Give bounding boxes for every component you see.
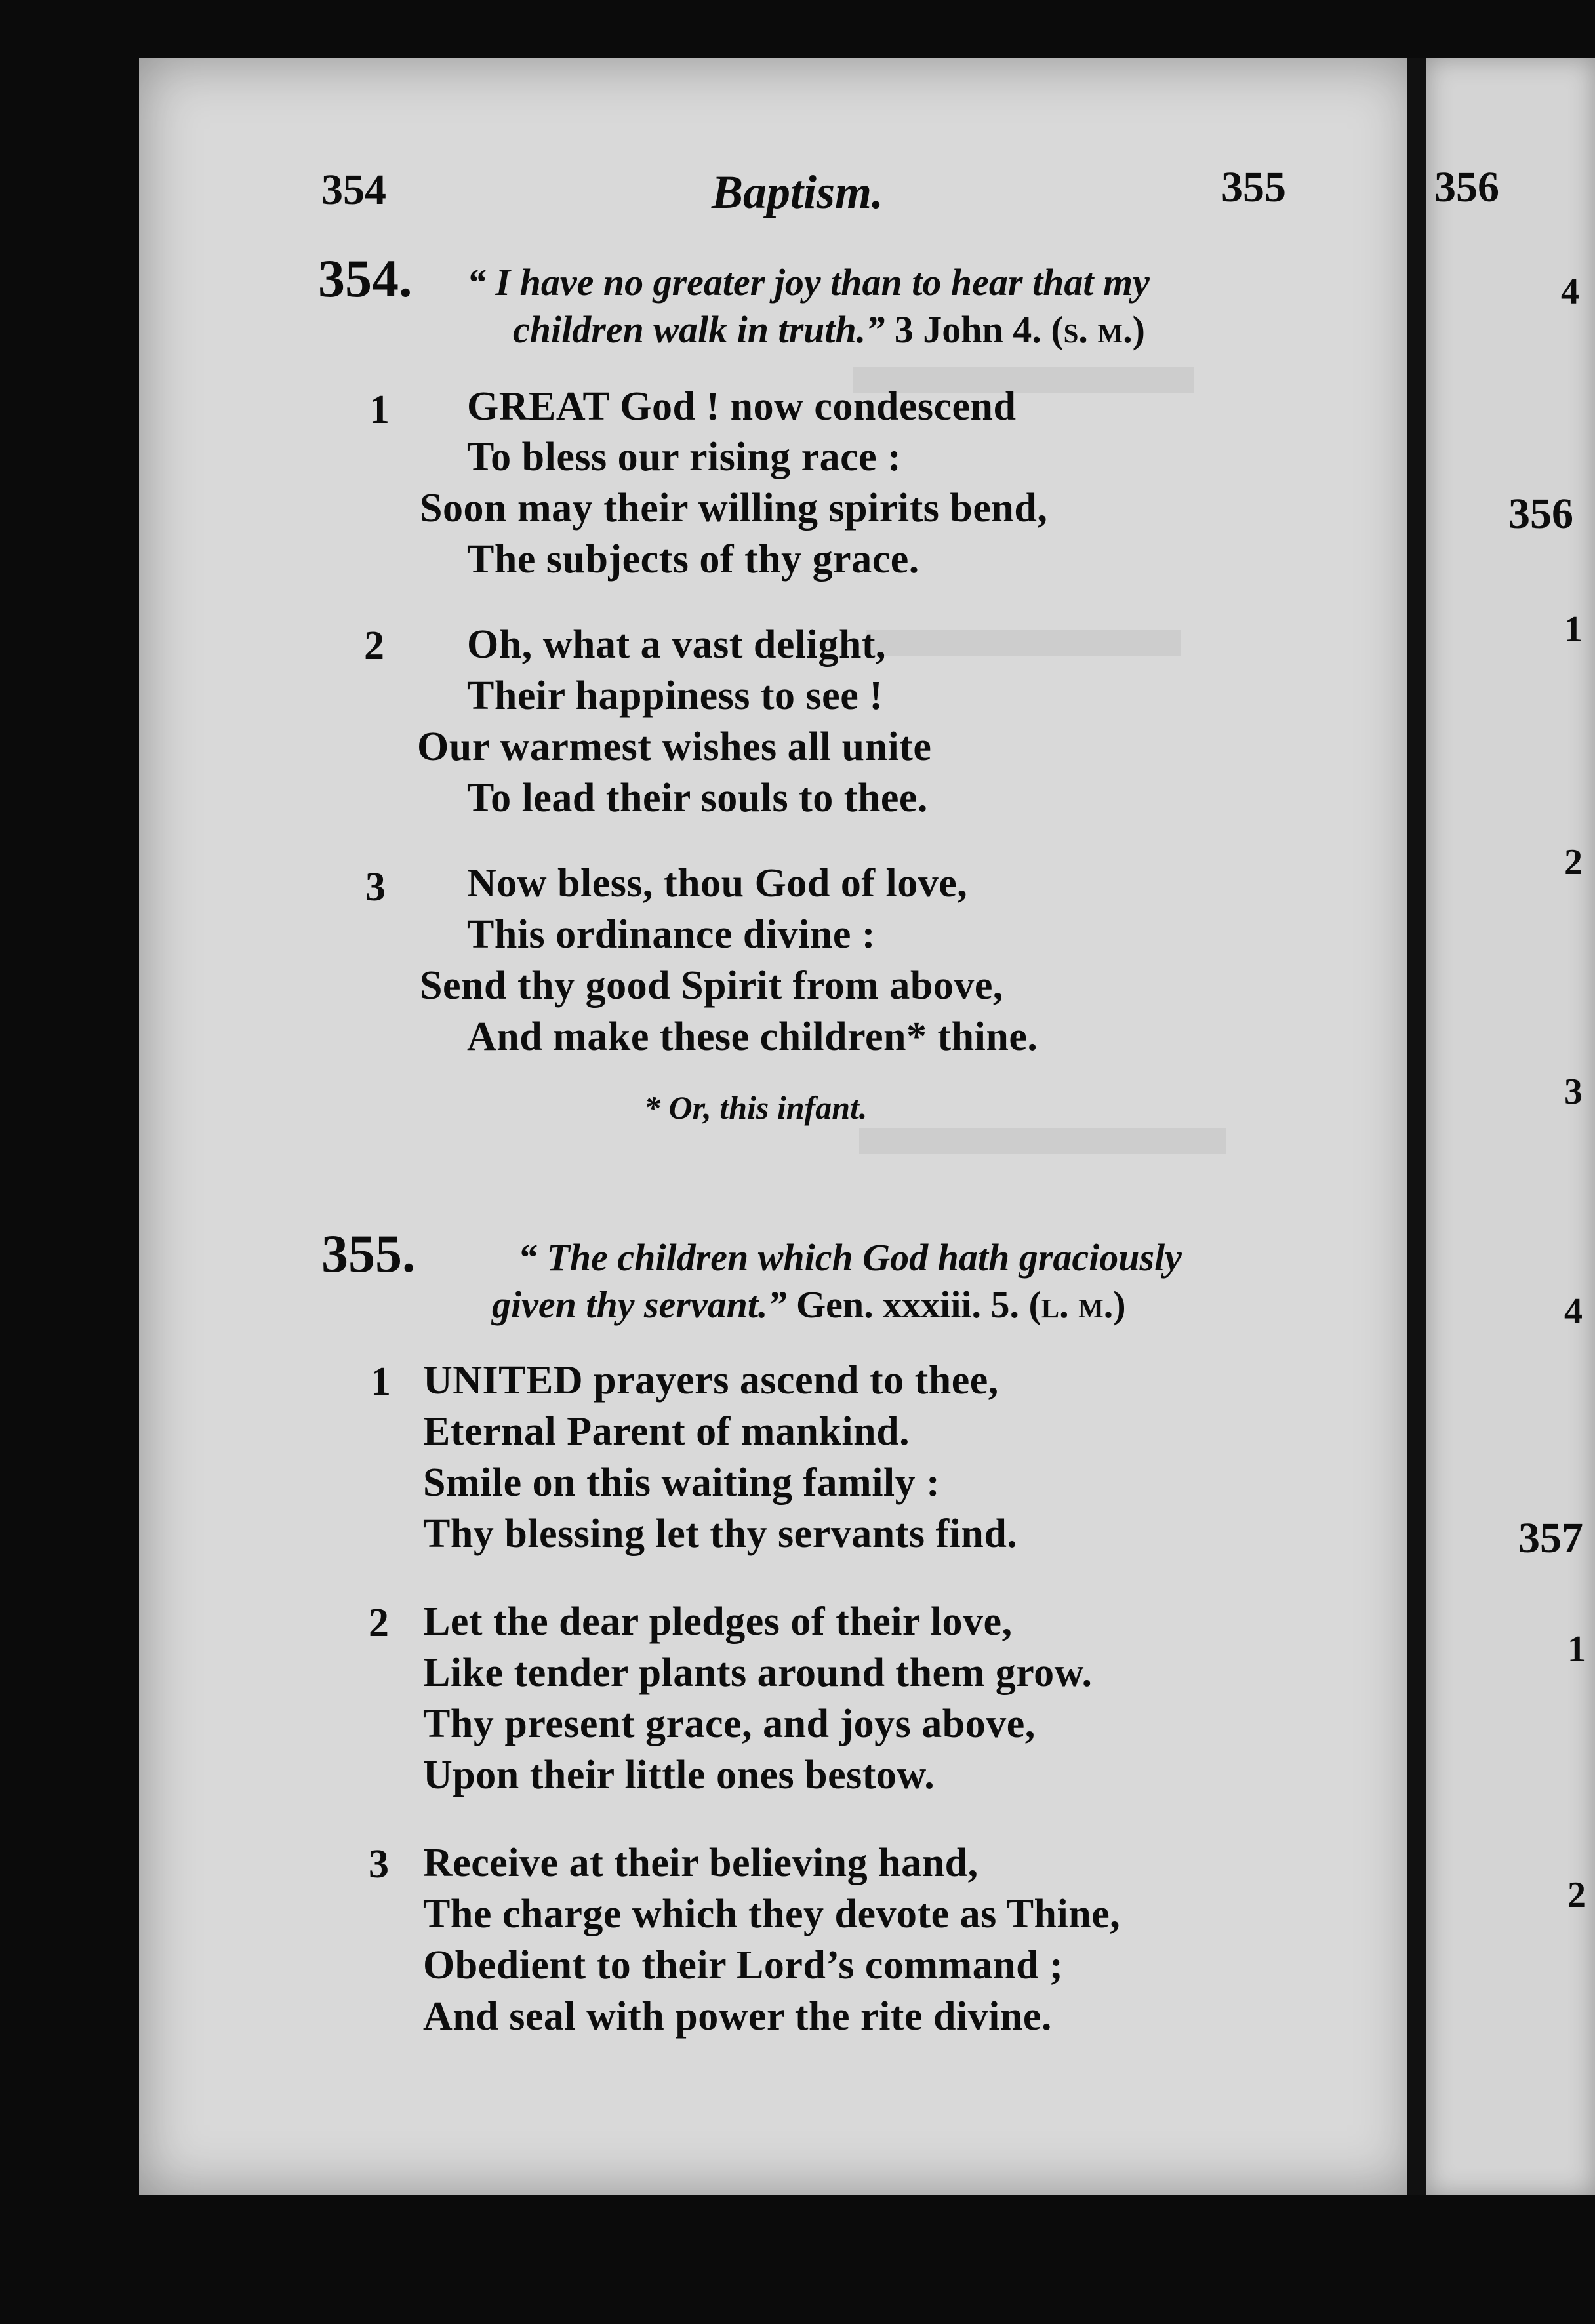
verse-line: Receive at their believing hand,: [423, 1841, 979, 1885]
verse-line: Our warmest wishes all unite: [417, 725, 932, 769]
facing-verse-number: 3: [1564, 1072, 1583, 1112]
verse-line: The subjects of thy grace.: [467, 537, 919, 582]
verse-line: Send thy good Spirit from above,: [420, 963, 1003, 1008]
verse-line: Upon their little ones bestow.: [423, 1753, 935, 1797]
scripture-reference: Gen. xxxiii. 5.: [796, 1283, 1019, 1326]
hymn-number: 354.: [318, 249, 413, 308]
epigraph-line: “ The children which God hath graciously: [518, 1236, 1182, 1279]
verse-line: Obedient to their Lord’s command ;: [423, 1943, 1064, 1988]
verse-number: 3: [369, 1842, 389, 1887]
facing-hymn-number: 356: [1508, 490, 1573, 538]
facing-verse-number: 2: [1564, 842, 1583, 883]
meter: (l. m.): [1028, 1283, 1126, 1326]
verse-line: Oh, what a vast delight,: [467, 622, 886, 667]
verse-number: 3: [365, 865, 386, 910]
verse-line: Let the dear pledges of their love,: [423, 1599, 1013, 1644]
verse-line: Now bless, thou God of love,: [467, 861, 968, 906]
facing-page-number: 356: [1434, 163, 1499, 211]
page-number-left: 354: [321, 166, 386, 214]
facing-verse-number: 2: [1567, 1875, 1586, 1915]
page-number-right: 355: [1221, 163, 1286, 211]
facing-verse-number: 1: [1564, 609, 1583, 650]
verse-line: Soon may their willing spirits bend,: [420, 486, 1048, 531]
verse-line: UNITED prayers ascend to thee,: [423, 1358, 999, 1403]
verse-line: Their happiness to see !: [467, 673, 883, 718]
footnote: * Or, this infant.: [644, 1089, 868, 1126]
show-through-mark: [866, 630, 1181, 656]
epigraph-quote: children walk in truth.”: [513, 308, 885, 351]
epigraph-line: “ I have no greater joy than to hear that my: [467, 261, 1150, 304]
facing-hymn-number: 357: [1518, 1514, 1583, 1562]
verse-number: 1: [371, 1359, 391, 1404]
verse-line: And make these children* thine.: [467, 1014, 1038, 1059]
scripture-reference: 3 John 4.: [894, 308, 1041, 351]
verse-number: 2: [364, 624, 384, 668]
hymn-epigraph: [467, 259, 1150, 353]
epigraph-line-2: [492, 1281, 1182, 1329]
hymn-number: 355.: [321, 1224, 416, 1283]
verse-line: Thy blessing let thy servants find.: [423, 1512, 1018, 1556]
verse-line: Eternal Parent of mankind.: [423, 1409, 910, 1454]
verse-line: GREAT God ! now condescend: [467, 384, 1017, 429]
meter: (s. m.): [1051, 308, 1145, 351]
verse-number: 2: [369, 1601, 389, 1645]
verse-number: 1: [369, 388, 390, 432]
verse-line: To lead their souls to thee.: [467, 776, 928, 820]
verse-line: Smile on this waiting family :: [423, 1460, 940, 1505]
verse-line: The charge which they devote as Thine,: [423, 1892, 1121, 1936]
epigraph-quote: given thy servant.”: [492, 1283, 787, 1326]
verse-line: And seal with power the rite divine.: [423, 1994, 1052, 2039]
section-title: Baptism.: [712, 166, 884, 218]
facing-verse-number: 4: [1561, 271, 1579, 312]
hymn-epigraph: [492, 1234, 1182, 1329]
verse-line: To bless our rising race :: [467, 435, 902, 479]
verse-line: This ordinance divine :: [467, 912, 876, 957]
show-through-mark: [859, 1128, 1226, 1154]
facing-page-edge: [1426, 58, 1595, 2195]
facing-verse-number: 1: [1567, 1629, 1586, 1670]
facing-verse-number: 4: [1564, 1291, 1583, 1332]
verse-line: Like tender plants around them grow.: [423, 1651, 1093, 1695]
epigraph-line-2: [467, 306, 1150, 353]
verse-line: Thy present grace, and joys above,: [423, 1702, 1036, 1746]
book-gutter: [1407, 58, 1426, 2195]
